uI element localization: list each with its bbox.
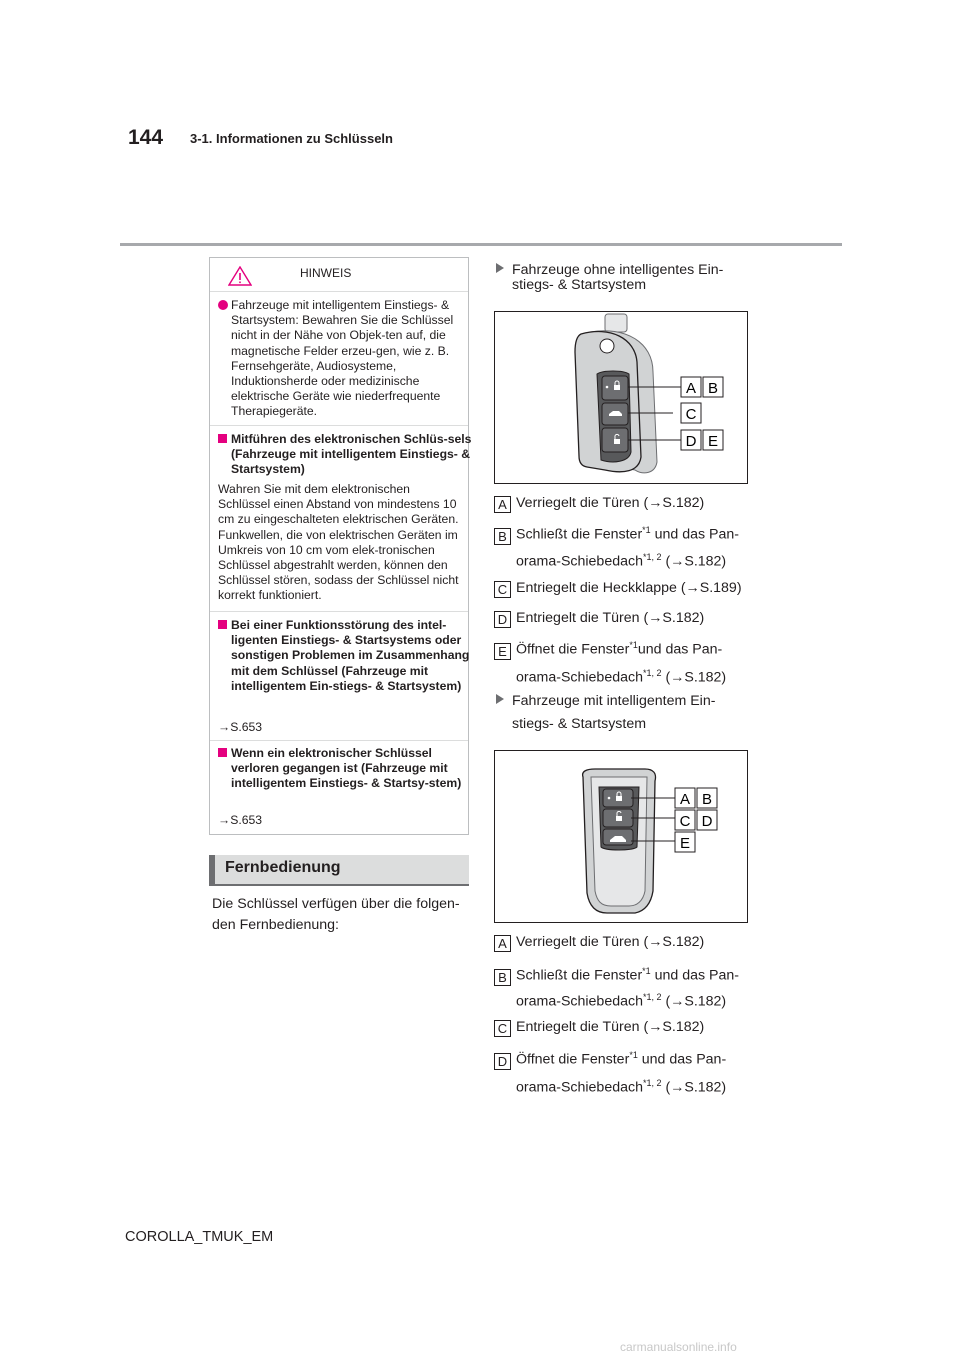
body-text: Die Schlüssel verfügen über die folgen-den Fernbedienung: <box>212 896 460 933</box>
callout-label: C <box>679 813 691 830</box>
item-text: Öffnet die Fenster <box>516 1051 630 1068</box>
triangle-bullet-icon <box>496 694 504 704</box>
item-cont <box>516 547 726 572</box>
item-cont <box>516 663 726 688</box>
callout-label: B <box>707 380 719 397</box>
item-row <box>494 578 742 598</box>
footnote-marker: *1 <box>629 640 638 650</box>
subsection-1-title-cont: stiegs- & Startsystem <box>512 277 647 293</box>
page-number: 144 <box>128 126 164 149</box>
bullet-icon <box>218 300 228 310</box>
header-rule <box>120 243 842 246</box>
note-item-3-title-text: Bei einer Funktionsstörung des intel-ligenten Einstiegs- & Startsystems oder sonstigen Problemen im Zusammenhang mit dem Schlüssel (Fahrzeuge mit intelligentem Ein-stiegs- & Startsystem) <box>231 618 470 693</box>
item-text: (→S.182) <box>661 553 727 570</box>
item-text: Öffnet die Fenster <box>516 641 630 658</box>
divider <box>210 425 468 426</box>
heading-text: Fernbedienung <box>225 859 341 876</box>
callout-label: D <box>701 813 713 830</box>
item-text: (→S.182) <box>661 669 727 686</box>
callout-label: E <box>707 433 719 450</box>
callout-label: B <box>701 791 713 808</box>
note-item-4-ref[interactable]: →S.653 <box>218 813 263 827</box>
item-text: orama-Schiebedach <box>516 669 643 686</box>
bullet-icon <box>218 620 227 629</box>
bullet-icon <box>218 434 227 443</box>
callout-label: A <box>685 380 697 397</box>
watermark: carmanualsonline.info <box>620 1340 737 1354</box>
footnote-marker: *1 <box>642 966 651 976</box>
item-text: Entriegelt die Türen (→S.182) <box>516 610 705 626</box>
warning-icon <box>228 266 252 286</box>
section-title: 3-1. Informationen zu Schlüsseln <box>190 131 393 146</box>
note-item-2-title <box>218 432 473 478</box>
footnote-marker: *1, 2 <box>642 992 662 1002</box>
note-item-2-title-text: Mitführen des elektronischen Schlüs-sels (Fahrzeuge mit intelligentem Einstiegs- & Startsystem) <box>231 432 472 477</box>
heading-bar <box>209 855 215 885</box>
smart-key-illustration <box>495 751 747 922</box>
item-text: und das Pan- <box>650 526 740 543</box>
key-figure-2 <box>494 750 748 923</box>
letter-marker: B <box>494 528 511 545</box>
note-item-4-title-text: Wenn ein elektronischer Schlüssel verloren gegangen ist (Fahrzeuge mit intelligentem Einstiegs- & Startsy-stem) <box>231 746 462 791</box>
item-text: Entriegelt die Heckklappe (→S.189) <box>516 580 742 596</box>
footnote-marker: *1 <box>642 525 651 535</box>
section-heading <box>209 855 469 885</box>
footnote-marker: *1, 2 <box>642 552 662 562</box>
divider <box>210 740 468 741</box>
item-text: und das Pan- <box>650 967 740 984</box>
heading-rule <box>209 884 469 886</box>
footer-code: COROLLA_TMUK_EM <box>125 1229 274 1245</box>
letter-marker: A <box>494 935 511 952</box>
callout-label: E <box>679 835 691 852</box>
footnote-marker: *1, 2 <box>642 1078 662 1088</box>
note-header <box>210 258 468 291</box>
note-label: HINWEIS <box>300 266 352 280</box>
item-row <box>494 635 722 660</box>
item-row <box>494 493 704 513</box>
item-row <box>494 932 704 952</box>
key-fob-illustration <box>495 312 747 483</box>
divider <box>210 291 468 292</box>
note-item-4-title <box>218 746 473 792</box>
subsection-2-title-cont: stiegs- & Startsystem <box>512 716 647 732</box>
letter-marker: E <box>494 643 511 660</box>
item-row <box>494 1045 726 1070</box>
footnote-marker: *1, 2 <box>642 668 662 678</box>
note-item-1 <box>218 298 473 420</box>
item-text: orama-Schiebedach <box>516 1079 643 1096</box>
callout-label: D <box>685 433 697 450</box>
item-cont <box>516 987 726 1012</box>
key-figure-1 <box>494 311 748 484</box>
subsection-1-title-line1: Fahrzeuge ohne intelligentes Ein- <box>512 262 724 278</box>
item-row <box>494 961 739 986</box>
letter-marker: D <box>494 611 511 628</box>
callout-label: A <box>679 791 691 808</box>
note-item-2-text: Wahren Sie mit dem elektronischen Schlüssel einen Abstand von mindestens 10 cm zu eingeschalteten elektrischen Geräten. Funkwellen, die von elektrischen Geräten im Umkreis von 10 cm vom elek-tronischen Schlüssel abgestrahlt werden, können den Schlüssel stören, sodass der Schlüssel nicht korrekt funktioniert. <box>218 482 459 603</box>
item-text: und das Pan- <box>637 1051 727 1068</box>
item-text: Verriegelt die Türen (→S.182) <box>516 495 705 511</box>
item-text: (→S.182) <box>661 993 727 1010</box>
note-item-3-ref[interactable]: →S.653 <box>218 720 263 734</box>
letter-marker: C <box>494 581 511 598</box>
note-item-3-title <box>218 618 473 694</box>
item-text: Verriegelt die Türen (→S.182) <box>516 934 705 950</box>
letter-marker: B <box>494 969 511 986</box>
triangle-bullet-icon <box>496 263 504 273</box>
item-row <box>494 608 704 628</box>
bullet-icon <box>218 748 227 757</box>
letter-marker: D <box>494 1053 511 1070</box>
callout-label: C <box>685 406 697 423</box>
item-text: Schließt die Fenster <box>516 526 643 543</box>
item-text: Schließt die Fenster <box>516 967 643 984</box>
item-text: orama-Schiebedach <box>516 553 643 570</box>
note-box <box>209 257 472 835</box>
footnote-marker: *1 <box>629 1050 638 1060</box>
letter-marker: A <box>494 496 511 513</box>
item-text: Entriegelt die Türen (→S.182) <box>516 1019 705 1035</box>
divider <box>210 611 468 612</box>
item-cont <box>516 1073 726 1098</box>
subsection-2-title-line1: Fahrzeuge mit intelligentem Ein- <box>512 693 716 709</box>
note-item-1-text: Fahrzeuge mit intelligentem Einstiegs- & Startsystem: Bewahren Sie die Schlüssel nicht in der Nähe von Objek-ten auf, die magnetische Felder erzeu-gen, wie z. B. Fernsehgeräte, Audiosysteme, Induktionsherde oder medizinische elektrische Geräte wie niederfrequente Therapiegeräte. <box>231 298 454 419</box>
letter-marker: C <box>494 1020 511 1037</box>
item-row <box>494 1017 704 1037</box>
item-text: orama-Schiebedach <box>516 993 643 1010</box>
item-row <box>494 520 739 545</box>
item-text: (→S.182) <box>661 1079 727 1096</box>
item-text: und das Pan- <box>637 641 723 658</box>
